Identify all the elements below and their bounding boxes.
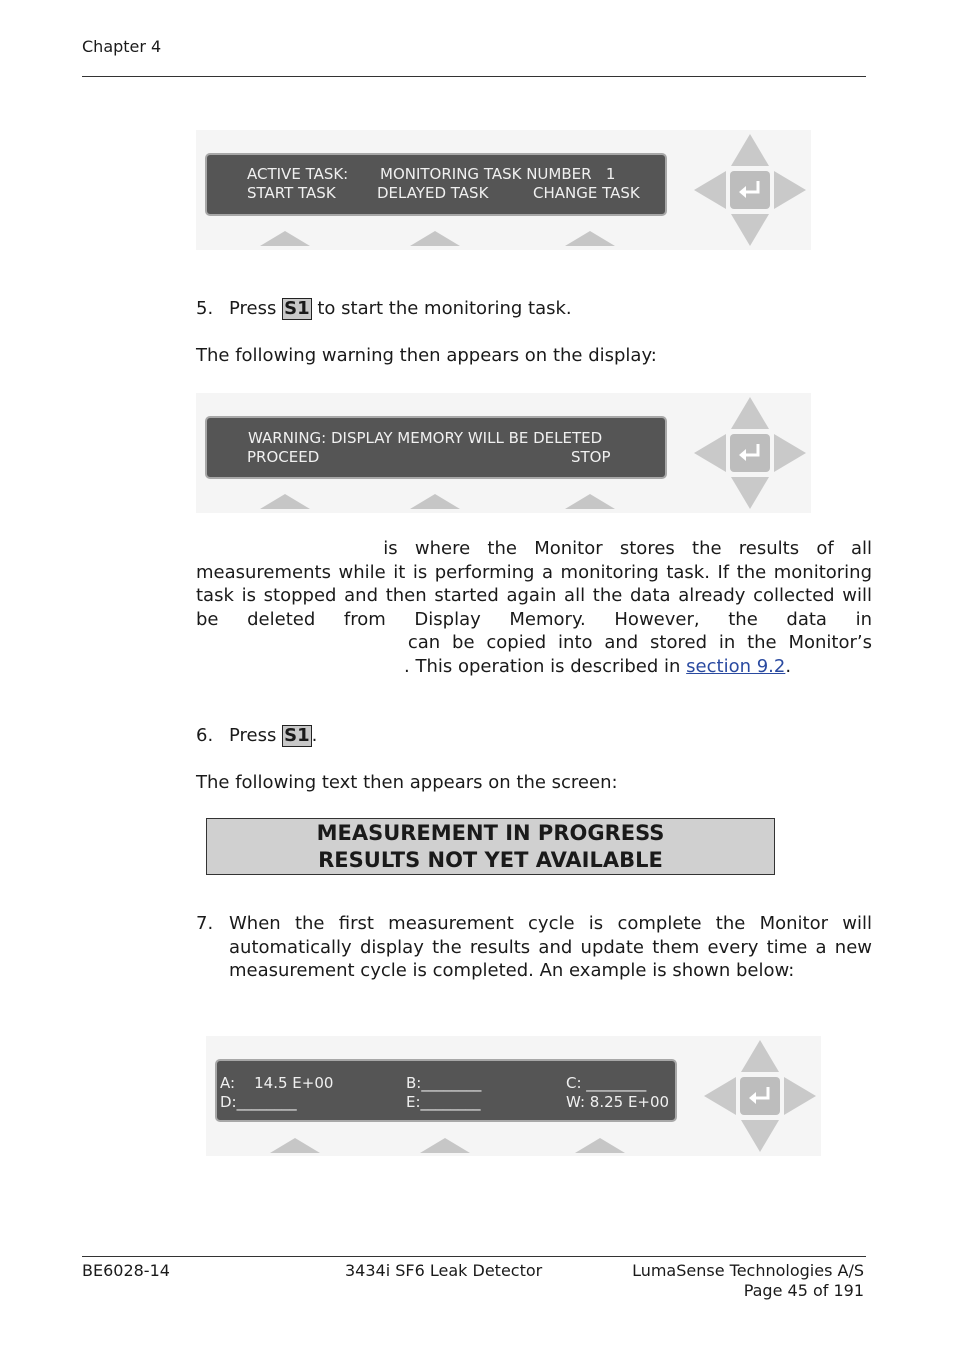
softkey-s1-arrow-icon[interactable] (260, 231, 310, 246)
arrow-right-icon[interactable] (774, 171, 806, 209)
arrow-right-icon[interactable] (774, 434, 806, 472)
arrow-up-icon[interactable] (731, 134, 769, 166)
softkey-s1-arrow-icon[interactable] (260, 494, 310, 509)
message-line: RESULTS NOT YET AVAILABLE (318, 848, 663, 872)
footer-rule (82, 1256, 866, 1257)
message-line: MEASUREMENT IN PROGRESS (316, 821, 665, 845)
arrow-right-icon[interactable] (784, 1077, 816, 1115)
display-panel-1 (196, 130, 811, 250)
lcd-text: MONITORING TASK NUMBER 1 (380, 165, 616, 183)
arrow-down-icon[interactable] (731, 477, 769, 509)
lcd-value-a: A: 14.5 E+00 (220, 1074, 334, 1092)
softkey-s3-arrow-icon[interactable] (565, 231, 615, 246)
softkey-s1-arrow-icon[interactable] (270, 1138, 320, 1153)
enter-icon (746, 1084, 774, 1108)
step-number: 5. (196, 298, 214, 319)
lcd-screen (205, 153, 667, 216)
step-7 (196, 912, 213, 936)
lcd-value-b: B:________ (406, 1074, 482, 1092)
enter-key[interactable] (740, 1077, 780, 1115)
lcd-softkey-label: STOP (571, 448, 611, 466)
lcd-screen (215, 1059, 677, 1122)
section-link[interactable]: section 9.2 (686, 655, 786, 677)
step-5-text: Press S1 to start the monitoring task. (229, 298, 572, 319)
enter-key[interactable] (730, 171, 770, 209)
lcd-text: ACTIVE TASK: (247, 165, 349, 183)
lcd-value-w: W: 8.25 E+00 (566, 1093, 670, 1111)
key-s1: S1 (284, 725, 310, 746)
arrow-down-icon[interactable] (741, 1120, 779, 1152)
arrow-left-icon[interactable] (694, 171, 726, 209)
lcd-value-e: E:________ (406, 1093, 481, 1111)
softkey-s3-arrow-icon[interactable] (565, 494, 615, 509)
enter-key[interactable] (730, 434, 770, 472)
memory-paragraph: is where the Monitor stores the results of all measurements while it is performing a monitoring task. If the monitoring task is stopped and then started again all the data already collected will be deleted from Display Memory. However, the data in can be copied into and stored in the Monitor’s. This operation is described in section 9.2. (196, 538, 872, 677)
text-intro: The following text then appears on the screen: (196, 772, 618, 793)
step-7-text: When the first measurement cycle is complete the Monitor will automatically display the results and update them every time a new measurement cycle is completed. An example is shown below: (229, 913, 872, 981)
step-6 (196, 724, 213, 748)
arrow-up-icon[interactable] (741, 1040, 779, 1072)
navigation-pad (694, 134, 806, 246)
lcd-softkey-label: DELAYED TASK (377, 184, 489, 202)
footer-company: LumaSense Technologies A/S (632, 1261, 864, 1280)
softkey-s2-arrow-icon[interactable] (410, 231, 460, 246)
lcd-softkey-label: CHANGE TASK (533, 184, 640, 202)
softkey-s3-arrow-icon[interactable] (575, 1138, 625, 1153)
lcd-text: WARNING: DISPLAY MEMORY WILL BE DELETED (248, 429, 603, 447)
softkey-s2-arrow-icon[interactable] (410, 494, 460, 509)
key-s1: S1 (284, 298, 310, 319)
header-rule (82, 76, 866, 77)
warning-intro: The following warning then appears on the display: (196, 345, 657, 366)
display-panel-2 (196, 393, 811, 513)
lcd-softkey-label: PROCEED (247, 448, 320, 466)
step-6-text: Press S1 . (229, 725, 318, 746)
arrow-down-icon[interactable] (731, 214, 769, 246)
navigation-pad (704, 1040, 816, 1152)
footer-product: 3434i SF6 Leak Detector (345, 1261, 543, 1280)
step-5 (196, 297, 213, 321)
enter-icon (736, 441, 764, 465)
step-number: 7. (196, 913, 214, 934)
lcd-softkey-label: START TASK (247, 184, 336, 202)
footer-page-number: Page 45 of 191 (743, 1281, 864, 1300)
arrow-left-icon[interactable] (694, 434, 726, 472)
footer-doc-id: BE6028-14 (82, 1261, 170, 1280)
lcd-value-d: D:________ (220, 1093, 297, 1111)
arrow-left-icon[interactable] (704, 1077, 736, 1115)
lcd-value-c: C: ________ (566, 1074, 647, 1092)
display-panel-3 (206, 1036, 821, 1156)
softkey-s2-arrow-icon[interactable] (420, 1138, 470, 1153)
lcd-screen (205, 416, 667, 479)
navigation-pad (694, 397, 806, 509)
step-number: 6. (196, 725, 214, 746)
chapter-label: Chapter 4 (82, 37, 162, 56)
enter-icon (736, 178, 764, 202)
status-message-box (206, 818, 775, 875)
arrow-up-icon[interactable] (731, 397, 769, 429)
